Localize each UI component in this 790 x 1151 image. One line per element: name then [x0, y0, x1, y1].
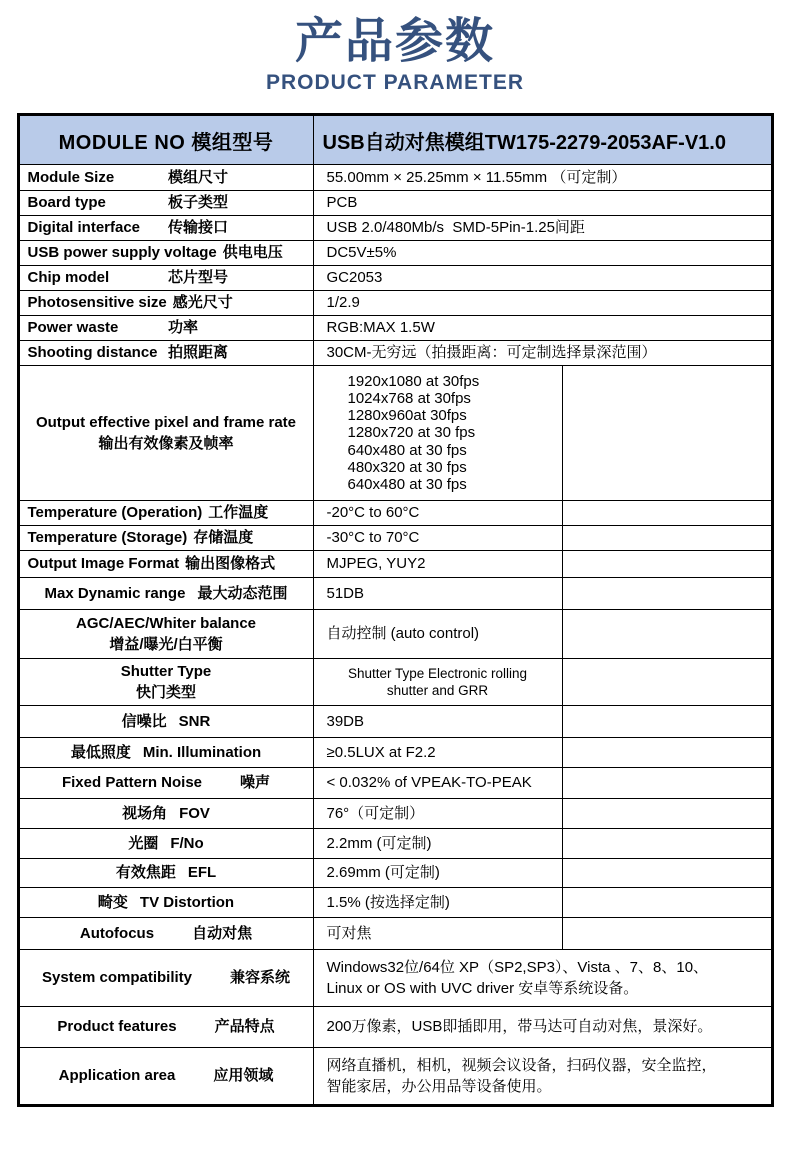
row-value-cell: [313, 578, 562, 610]
row-value-cell: [313, 191, 772, 216]
table-row: [18, 859, 772, 888]
row-label-en: Digital interface: [27, 219, 141, 236]
table-row: [18, 526, 772, 551]
row-label-en: F/No: [170, 834, 204, 852]
row-label-en: Application area: [58, 1067, 176, 1084]
row-label-cell: [18, 291, 313, 316]
row-value-line: 1/2.9: [326, 294, 360, 311]
table-row: [18, 918, 772, 950]
row-label-cell: [18, 610, 313, 659]
row-label-en: TV Distortion: [139, 893, 235, 911]
row-label-en: USB power supply voltage: [27, 244, 217, 261]
row-value-line: 640x480 at 30 fps: [347, 476, 467, 493]
row-value-line: Shutter Type Electronic rolling: [347, 666, 528, 681]
row-label-zh: 最大动态范围: [197, 584, 288, 602]
row-label-zh: 模组尺寸: [168, 168, 229, 186]
row-value-cell: [313, 610, 562, 659]
row-label-en: Module Size: [27, 168, 115, 186]
row-label-zh: 信噪比: [121, 712, 167, 730]
row-label-en: Output effective pixel and frame rate: [35, 414, 297, 431]
row-label-zh: 快门类型: [135, 684, 196, 701]
table-row: [18, 659, 772, 706]
row-value-cell: [313, 366, 562, 501]
row-value-line: 2.2mm (可定制): [326, 834, 432, 852]
module-no-label: MODULE NO 模组型号: [18, 115, 313, 165]
row-label-cell: [18, 191, 313, 216]
table-row: [18, 950, 772, 1007]
row-value-line: USB 2.0/480Mb/s SMD-5Pin-1.25间距: [326, 219, 585, 236]
row-value-cell: [313, 738, 562, 768]
row-value-cell: [313, 768, 562, 799]
empty-cell: [562, 859, 772, 888]
row-value-line: 51DB: [326, 584, 365, 602]
row-label-zh: 拍照距离: [168, 344, 229, 361]
table-row: [18, 768, 772, 799]
row-label-en: System compatibility: [41, 969, 193, 986]
empty-cell: [562, 501, 772, 526]
row-value-line: GC2053: [326, 269, 383, 286]
row-label-zh: 输出有效像素及帧率: [98, 435, 234, 452]
row-label-zh: 光圈: [128, 834, 159, 852]
row-label-cell: [18, 738, 313, 768]
table-row: [18, 829, 772, 859]
table-row: [18, 216, 772, 241]
row-label-cell: [18, 266, 313, 291]
table-row: [18, 610, 772, 659]
row-value-line: 可对焦: [326, 924, 372, 942]
row-label-cell: [18, 659, 313, 706]
spec-table-body: [18, 115, 772, 1106]
row-value-line: 55.00mm × 25.25mm × 11.55mm （可定制）: [326, 168, 627, 186]
row-value-line: 200万像素，USB即插即用，带马达可自动对焦，景深好。: [326, 1018, 713, 1035]
row-value-line: -20°C to 60°C: [326, 504, 420, 521]
row-label-zh: 自动对焦: [192, 924, 253, 942]
row-value-line: 480x320 at 30 fps: [347, 458, 467, 476]
row-label-zh: 存储温度: [193, 529, 254, 546]
row-label-en: FOV: [179, 804, 210, 822]
row-label-cell: [18, 241, 313, 266]
row-value-cell: [313, 165, 772, 191]
row-label-zh: 感光尺寸: [172, 294, 233, 311]
table-row: [18, 165, 772, 191]
row-label-zh: 增益/曝光/白平衡: [109, 636, 223, 653]
row-label-zh: 传输接口: [168, 219, 229, 236]
row-value-cell: [313, 266, 772, 291]
row-label-zh: 芯片型号: [168, 269, 229, 286]
row-label-zh: 工作温度: [208, 504, 269, 521]
row-value-cell: [313, 859, 562, 888]
row-label-cell: [18, 341, 313, 366]
table-row: [18, 551, 772, 578]
table-row: [18, 341, 772, 366]
row-label-en: Output Image Format: [27, 555, 180, 572]
row-label-cell: [18, 829, 313, 859]
row-value-cell: [313, 799, 562, 829]
row-value-line: 1024x768 at 30fps: [347, 389, 471, 407]
table-row: [18, 706, 772, 738]
row-value-line: Linux or OS with UVC driver 安卓等系统设备。: [326, 980, 639, 997]
row-label-cell: [18, 366, 313, 501]
row-label-cell: [18, 950, 313, 1007]
row-value-cell: [313, 316, 772, 341]
row-label-en: Temperature (Storage): [27, 529, 188, 546]
row-label-en: Product features: [57, 1018, 177, 1035]
row-value-line: 2.69mm (可定制): [326, 864, 440, 881]
row-value-cell: [313, 241, 772, 266]
row-value-line: 39DB: [326, 712, 365, 730]
row-label-en: Chip model: [27, 269, 110, 286]
row-label-en: Board type: [27, 194, 106, 211]
row-value-line: shutter and GRR: [386, 683, 489, 698]
row-label-cell: [18, 918, 313, 950]
page-subtitle: PRODUCT PARAMETER: [265, 71, 525, 94]
spec-table: [17, 113, 774, 1107]
row-value-cell: [313, 551, 562, 578]
row-label-zh: 功率: [168, 319, 199, 336]
row-label-cell: [18, 578, 313, 610]
table-row: [18, 366, 772, 501]
row-value-cell: [313, 291, 772, 316]
row-value-cell: [313, 659, 562, 706]
table-row: [18, 1007, 772, 1048]
row-label-zh: 有效焦距: [115, 864, 176, 881]
row-value-cell: [313, 1048, 772, 1106]
row-label-en: Photosensitive size: [27, 294, 167, 311]
row-value-line: -30°C to 70°C: [326, 529, 420, 546]
row-label-cell: [18, 501, 313, 526]
empty-cell: [562, 610, 772, 659]
row-label-zh: 输出图像格式: [185, 555, 276, 572]
empty-cell: [562, 829, 772, 859]
row-value-line: 30CM-无穷远（拍摄距离：可定制选择景深范围）: [326, 344, 657, 361]
row-label-en: Min. Illumination: [142, 743, 262, 761]
row-value-line: 智能家居，办公用品等设备使用。: [326, 1078, 552, 1095]
row-label-en: SNR: [178, 712, 211, 730]
table-row: [18, 291, 772, 316]
table-row: [18, 738, 772, 768]
empty-cell: [562, 551, 772, 578]
row-label-cell: [18, 706, 313, 738]
row-label-en: AGC/AEC/Whiter balance: [75, 615, 257, 632]
row-value-line: 1280x960at 30fps: [347, 407, 467, 425]
row-value-cell: [313, 918, 562, 950]
row-value-line: DC5V±5%: [326, 244, 397, 261]
row-label-zh: 应用领域: [213, 1067, 274, 1084]
row-value-line: 网络直播机，相机，视频会议设备，扫码仪器，安全监控，: [326, 1057, 717, 1074]
row-label-zh: 兼容系统: [230, 969, 291, 986]
row-value-line: RGB:MAX 1.5W: [326, 319, 435, 336]
row-value-line: Windows32位/64位 XP（SP2,SP3）、Vista 、7、8、10、: [326, 959, 709, 976]
row-value-line: PCB: [326, 194, 358, 211]
row-label-en: Temperature (Operation): [27, 504, 203, 521]
row-label-zh: 产品特点: [214, 1018, 275, 1035]
row-value-cell: [313, 829, 562, 859]
empty-cell: [562, 918, 772, 950]
row-value-line: < 0.032% of VPEAK-TO-PEAK: [326, 774, 532, 791]
empty-cell: [562, 706, 772, 738]
table-row: [18, 191, 772, 216]
row-label-zh: 板子类型: [168, 194, 229, 211]
row-label-cell: [18, 316, 313, 341]
row-value-line: MJPEG, YUY2: [326, 555, 426, 572]
table-row: [18, 888, 772, 918]
row-value-cell: [313, 950, 772, 1007]
row-label-en: Shutter Type: [120, 663, 212, 680]
row-label-zh: 噪声: [240, 774, 271, 791]
row-label-cell: [18, 859, 313, 888]
row-label-cell: [18, 768, 313, 799]
empty-cell: [562, 738, 772, 768]
row-label-en: Power waste: [27, 319, 119, 336]
row-value-cell: [313, 341, 772, 366]
row-value-cell: [313, 526, 562, 551]
table-header-row: [18, 115, 772, 165]
row-label-cell: [18, 1007, 313, 1048]
table-row: [18, 501, 772, 526]
row-label-en: Autofocus: [79, 924, 155, 942]
table-row: [18, 241, 772, 266]
row-value-cell: [313, 216, 772, 241]
table-row: [18, 266, 772, 291]
row-label-cell: [18, 216, 313, 241]
row-label-zh: 最低照度: [70, 743, 131, 761]
row-label-cell: [18, 165, 313, 191]
table-row: [18, 799, 772, 829]
row-value-line: 76°（可定制）: [326, 804, 425, 822]
row-value-line: ≥0.5LUX at F2.2: [326, 743, 436, 761]
empty-cell: [562, 366, 772, 501]
empty-cell: [562, 799, 772, 829]
empty-cell: [562, 888, 772, 918]
row-value-line: 640x480 at 30 fps: [347, 441, 467, 459]
row-value-line: 1280x720 at 30 fps: [347, 424, 476, 442]
row-value-line: 自动控制 (auto control): [326, 625, 480, 642]
module-no-value: USB自动对焦模组TW175-2279-2053AF-V1.0: [313, 115, 772, 165]
row-value-cell: [313, 706, 562, 738]
row-label-cell: [18, 526, 313, 551]
empty-cell: [562, 578, 772, 610]
row-label-en: EFL: [187, 864, 217, 881]
row-value-cell: [313, 888, 562, 918]
row-label-en: Max Dynamic range: [44, 584, 186, 602]
table-row: [18, 1048, 772, 1106]
empty-cell: [562, 526, 772, 551]
row-label-zh: 供电电压: [222, 244, 283, 261]
row-label-cell: [18, 551, 313, 578]
row-value-cell: [313, 1007, 772, 1048]
row-label-cell: [18, 799, 313, 829]
row-value-line: 1920x1080 at 30fps: [347, 372, 480, 390]
table-row: [18, 316, 772, 341]
row-value-cell: [313, 501, 562, 526]
row-label-en: Fixed Pattern Noise: [61, 774, 203, 791]
table-row: [18, 578, 772, 610]
page-title: 产品参数: [294, 15, 495, 68]
row-label-zh: 视场角: [122, 804, 168, 822]
row-label-en: Shooting distance: [27, 344, 158, 361]
empty-cell: [562, 768, 772, 799]
row-value-line: 1.5% (按选择定制): [326, 893, 450, 911]
row-label-cell: [18, 888, 313, 918]
row-label-cell: [18, 1048, 313, 1106]
empty-cell: [562, 659, 772, 706]
row-label-zh: 畸变: [97, 893, 128, 911]
